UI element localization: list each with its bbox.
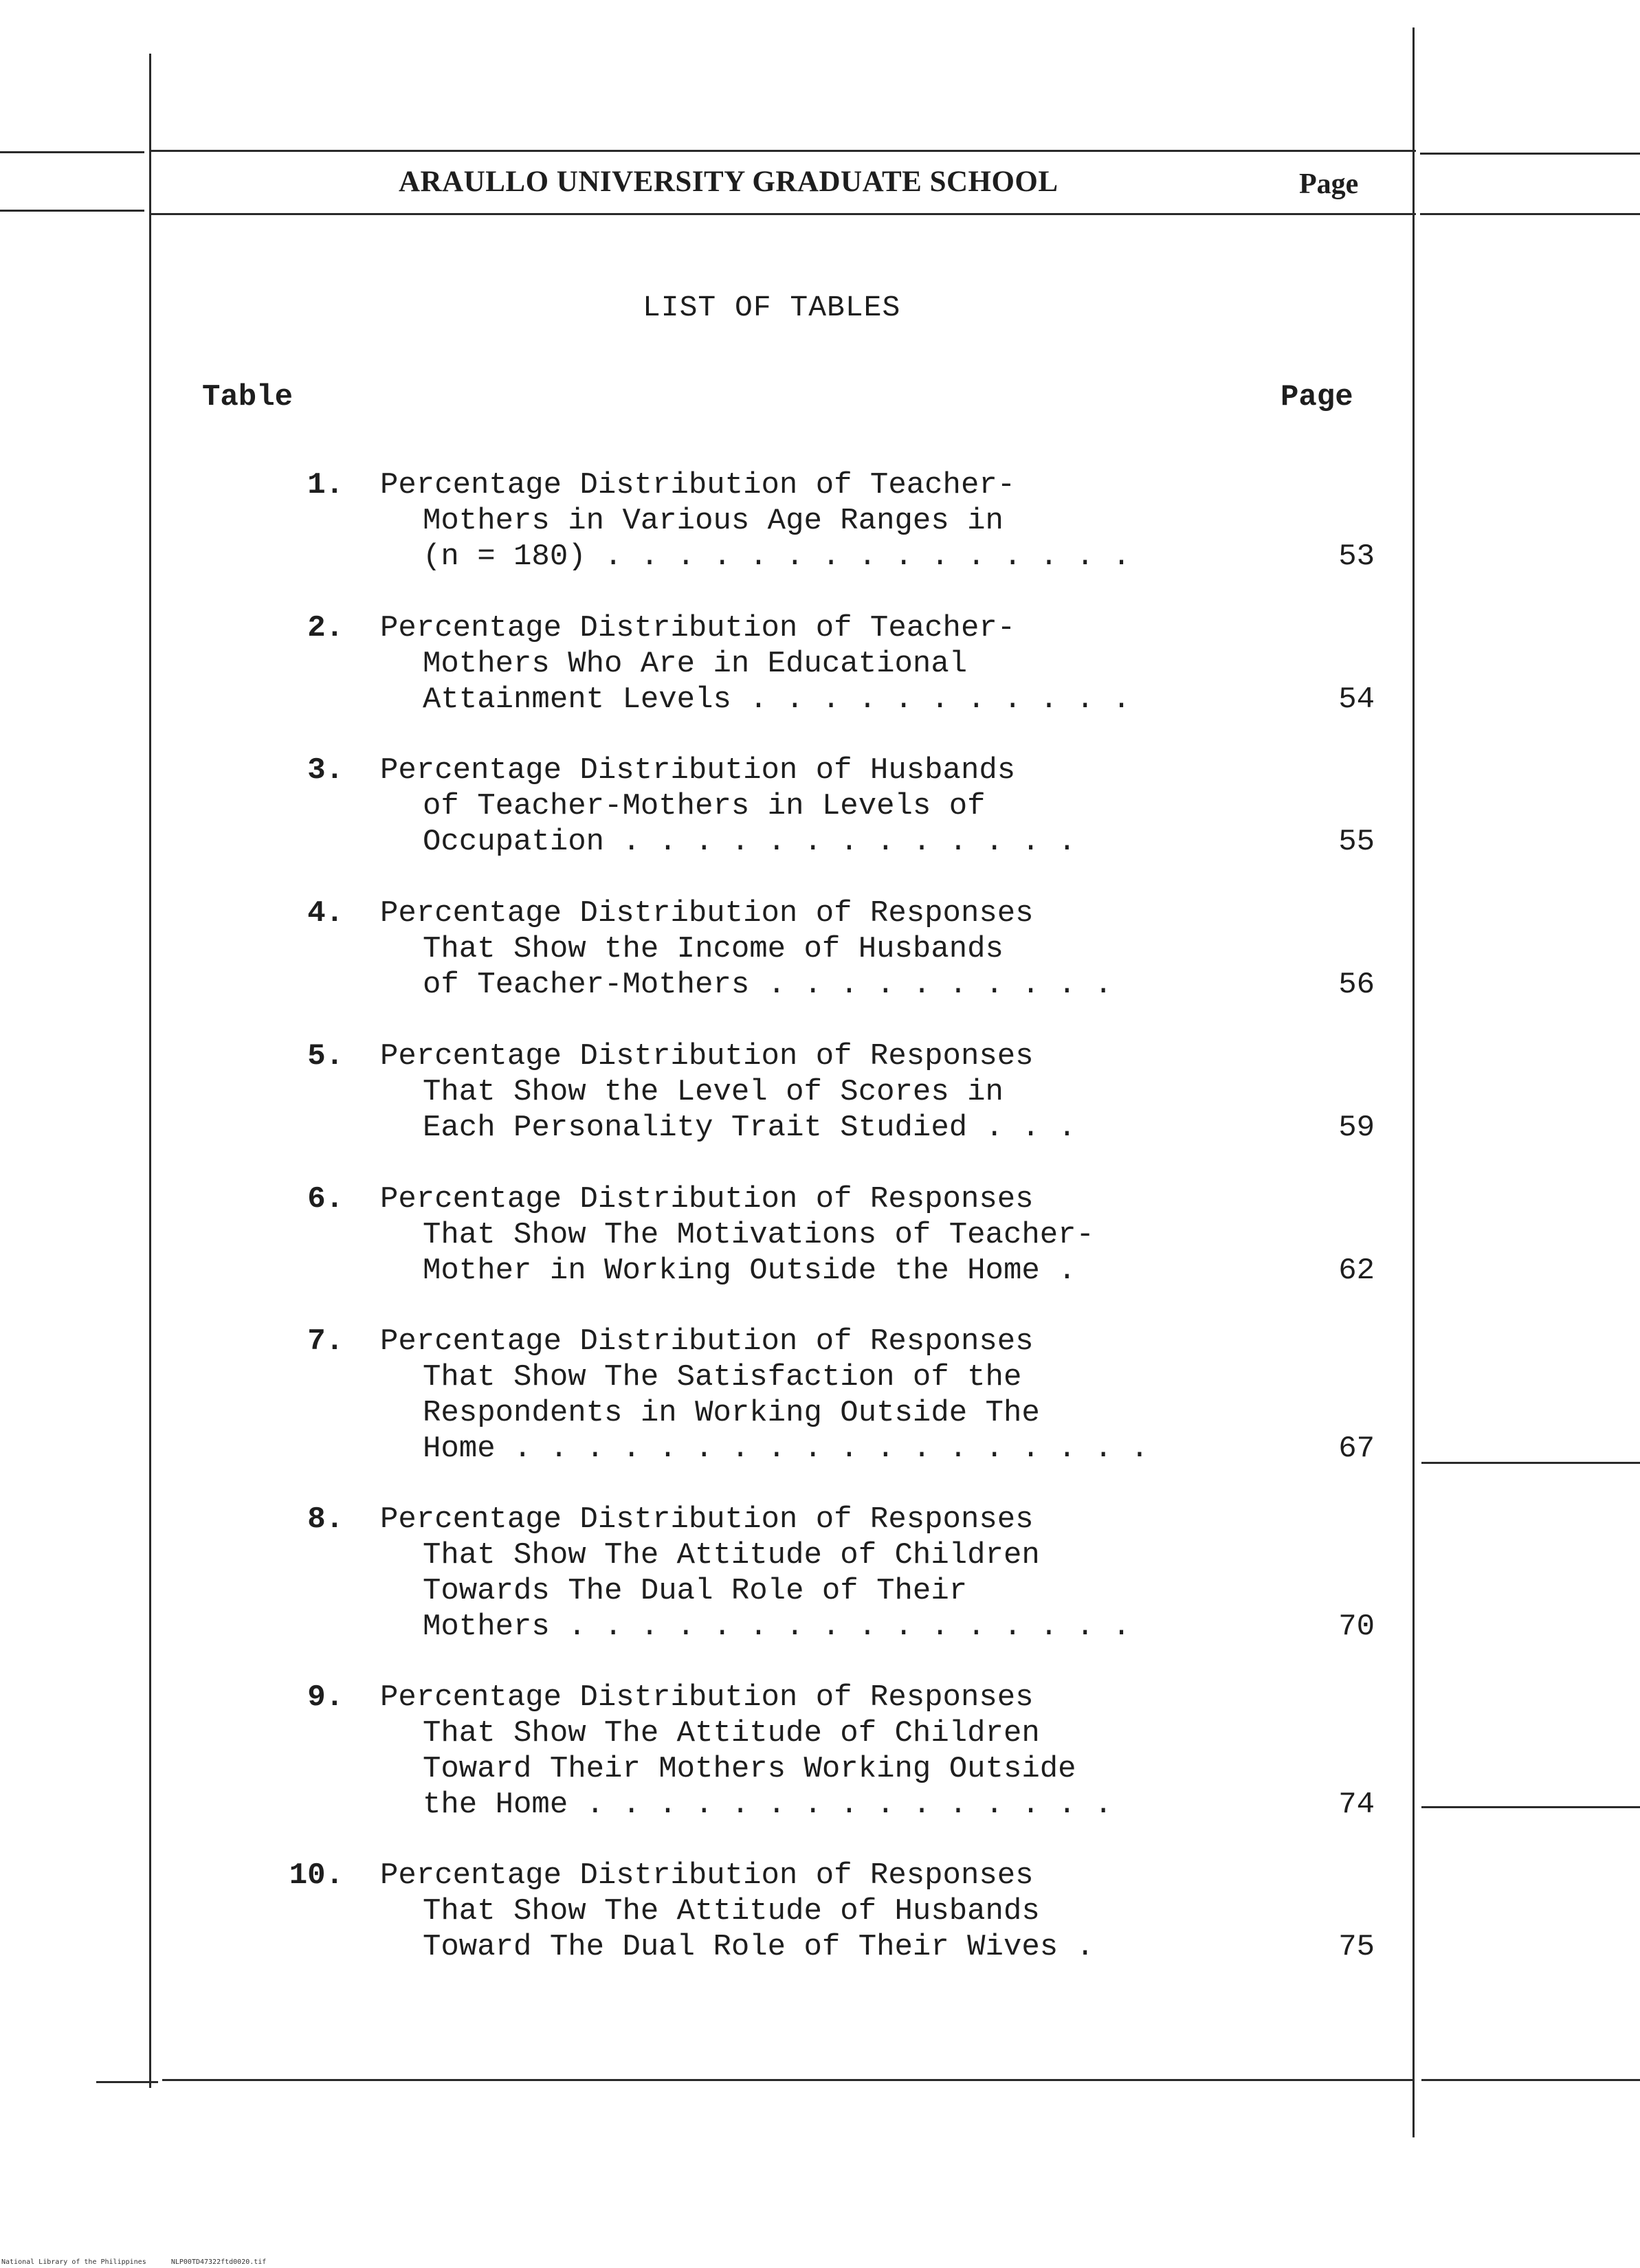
table-number: 7. — [307, 1324, 344, 1359]
caption-line: (n = 180) . . . . . . . . . . . . . . . — [423, 540, 1131, 574]
page-number: 56 — [1338, 968, 1375, 1002]
frame-rule-right-1 — [1421, 1462, 1640, 1464]
table-caption — [380, 896, 1274, 1003]
caption-line: That Show The Motivations of Teacher- — [423, 1218, 1094, 1252]
footer-file: NLP00TD47322ftd0020.tif — [170, 2258, 267, 2266]
list-title: LIST OF TABLES — [643, 291, 901, 324]
scan-footer — [1, 2258, 266, 2266]
caption-line: Toward Their Mothers Working Outside — [423, 1752, 1076, 1786]
frame-rule-left-top — [0, 151, 144, 153]
table-caption — [380, 610, 1274, 718]
table-caption — [380, 1181, 1274, 1289]
table-caption — [380, 1502, 1274, 1645]
caption-line: Mothers in Various Age Ranges in — [423, 504, 1004, 538]
table-number: 3. — [307, 753, 344, 788]
frame-rule-right-mid — [1420, 213, 1640, 215]
caption-line: Percentage Distribution of Responses — [380, 1182, 1034, 1216]
caption-line: Towards The Dual Role of Their — [423, 1574, 968, 1608]
table-caption — [380, 1038, 1274, 1146]
caption-line: Percentage Distribution of Responses — [380, 1039, 1034, 1074]
page-rule-bottom — [162, 2079, 1413, 2081]
table-number: 1. — [307, 468, 344, 502]
column-heading-page: Page — [1281, 380, 1353, 414]
frame-rule-left-mid — [0, 210, 144, 212]
table-number: 10. — [289, 1858, 344, 1893]
table-caption — [380, 1680, 1274, 1823]
column-heading-table: Table — [202, 380, 293, 414]
frame-rule-right-bottom — [1421, 2079, 1640, 2081]
table-number: 5. — [307, 1039, 344, 1074]
caption-line: That Show The Attitude of Husbands — [423, 1894, 1040, 1928]
header-rule-top — [151, 150, 1416, 152]
caption-line: of Teacher-Mothers . . . . . . . . . . — [423, 968, 1113, 1002]
caption-line: of Teacher-Mothers in Levels of — [423, 789, 986, 823]
caption-line: That Show the Income of Husbands — [423, 932, 1004, 966]
margin-line-right — [1412, 27, 1415, 2137]
page-number: 54 — [1338, 682, 1375, 717]
page-number: 53 — [1338, 540, 1375, 574]
table-number: 4. — [307, 896, 344, 931]
caption-line: That Show The Satisfaction of the — [423, 1360, 1022, 1394]
page-number: 67 — [1338, 1432, 1375, 1466]
page-number: 74 — [1338, 1788, 1375, 1822]
institution-header: ARAULLO UNIVERSITY GRADUATE SCHOOL — [399, 166, 1059, 198]
header-page-label: Page — [1299, 168, 1359, 200]
caption-line: Mothers Who Are in Educational — [423, 647, 968, 681]
page-number: 75 — [1338, 1930, 1375, 1964]
frame-rule-left-bottom — [96, 2081, 158, 2083]
caption-line: Each Personality Trait Studied . . . — [423, 1111, 1076, 1145]
footer-library: National Library of the Philippines — [1, 2258, 146, 2266]
table-number: 2. — [307, 611, 344, 645]
page-number: 70 — [1338, 1610, 1375, 1644]
caption-line: Percentage Distribution of Responses — [380, 1858, 1034, 1893]
caption-line: That Show The Attitude of Children — [423, 1538, 1040, 1572]
caption-line: Percentage Distribution of Husbands — [380, 753, 1016, 788]
table-number: 8. — [307, 1502, 344, 1537]
margin-line-left — [149, 54, 151, 2088]
table-caption — [380, 467, 1274, 575]
header-rule-bottom — [151, 213, 1416, 215]
page-number: 55 — [1338, 825, 1375, 859]
table-caption — [380, 1324, 1274, 1467]
table-caption — [380, 753, 1274, 860]
caption-line: Mothers . . . . . . . . . . . . . . . . — [423, 1610, 1131, 1644]
caption-line: That Show The Attitude of Children — [423, 1716, 1040, 1750]
caption-line: Percentage Distribution of Teacher- — [380, 468, 1016, 502]
caption-line: Respondents in Working Outside The — [423, 1396, 1040, 1430]
frame-rule-right-2 — [1421, 1806, 1640, 1808]
table-number: 6. — [307, 1182, 344, 1216]
caption-line: Percentage Distribution of Responses — [380, 896, 1034, 931]
caption-line: Percentage Distribution of Teacher- — [380, 611, 1016, 645]
caption-line: Toward The Dual Role of Their Wives . — [423, 1930, 1094, 1964]
caption-line: Percentage Distribution of Responses — [380, 1680, 1034, 1715]
table-number: 9. — [307, 1680, 344, 1715]
caption-line: Percentage Distribution of Responses — [380, 1502, 1034, 1537]
frame-rule-right-top — [1420, 153, 1640, 155]
table-caption — [380, 1858, 1274, 1965]
page-number: 62 — [1338, 1254, 1375, 1288]
caption-line: That Show the Level of Scores in — [423, 1075, 1004, 1109]
caption-line: Mother in Working Outside the Home . — [423, 1254, 1076, 1288]
caption-line: the Home . . . . . . . . . . . . . . . — [423, 1788, 1113, 1822]
caption-line: Occupation . . . . . . . . . . . . . — [423, 825, 1076, 859]
page-number: 59 — [1338, 1111, 1375, 1145]
caption-line: Attainment Levels . . . . . . . . . . . — [423, 682, 1131, 717]
caption-line: Percentage Distribution of Responses — [380, 1324, 1034, 1359]
caption-line: Home . . . . . . . . . . . . . . . . . . — [423, 1432, 1149, 1466]
